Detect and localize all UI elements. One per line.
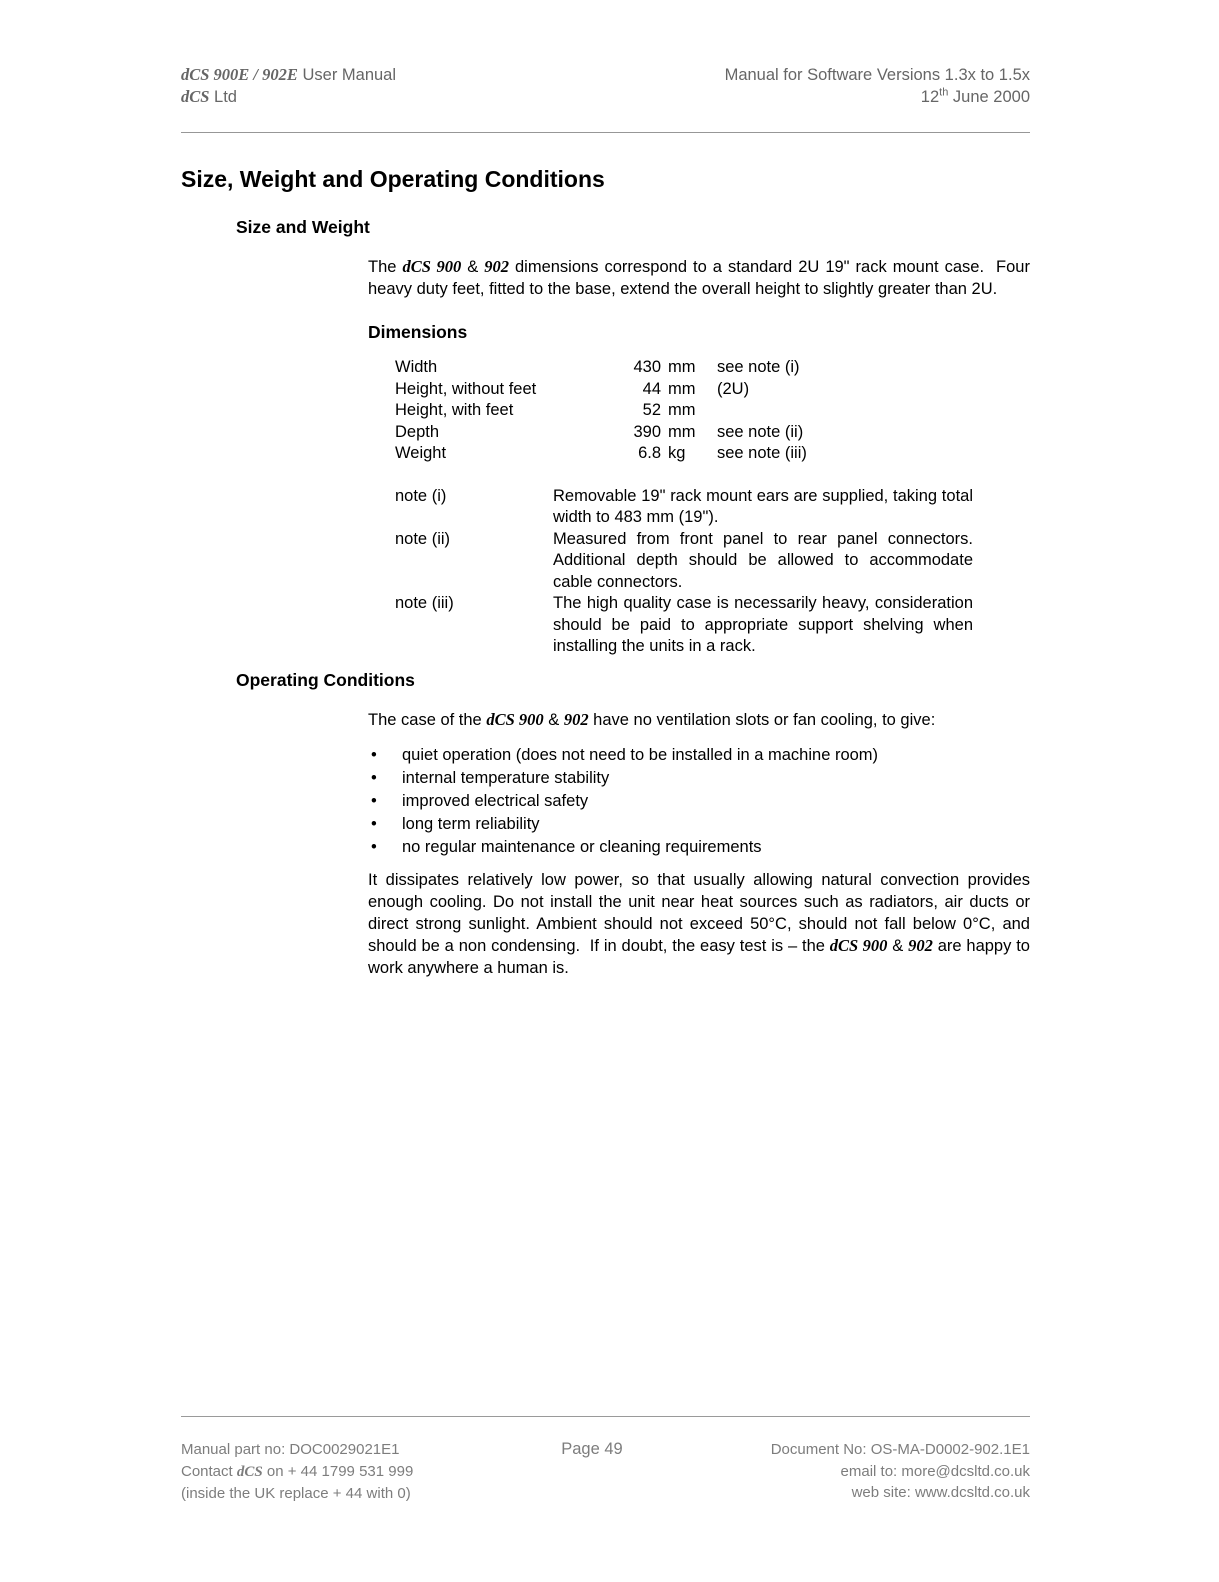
dimension-value (617, 379, 717, 401)
brand-902: 902 (563, 709, 589, 729)
dimension-note: see note (ii) (717, 422, 804, 441)
dimension-row (395, 379, 807, 401)
dimension-note: see note (iii) (717, 444, 807, 462)
bullet-item: • long term reliability (368, 813, 1030, 836)
brand-dcs: dCS (236, 1463, 263, 1480)
note-text: Removable 19" rack mount ears are supplied, taking total width to 483 mm (19"). (553, 486, 973, 526)
brand-902: 902 (484, 257, 509, 276)
operating-intro (368, 709, 1030, 731)
header-manual-title (181, 64, 396, 86)
dimension-label: Weight (395, 444, 447, 462)
header-company-rest: Ltd (209, 88, 237, 106)
operating-intro-text-2: & (543, 710, 564, 729)
note-label: note (i) (395, 486, 447, 505)
page-title: Size, Weight and Operating Conditions (181, 166, 605, 192)
closing-text-1: It dissipates relatively low power, so that usually allowing natural convection provides enough cooling. Do not install the unit near heat sources such as radiators, air ducts or direct strong sunlight. Ambient should not exceed 50°C, should not fall below 0°C, and should be a non condensing. If in doubt, the easy test is – the (368, 870, 1030, 955)
footer-left (181, 1439, 413, 1505)
notes-list (395, 486, 1030, 658)
footer-right (771, 1439, 1030, 1504)
section-heading-size-weight: Size and Weight (236, 217, 370, 237)
operating-intro-text-3: have no ventilation slots or fan cooling, to give: (588, 710, 936, 729)
dimension-row (395, 357, 807, 379)
section-heading-operating-conditions: Operating Conditions (236, 669, 415, 690)
dimension-value (617, 357, 717, 379)
note-label: note (iii) (395, 594, 454, 612)
header-company (181, 86, 396, 108)
footer-divider (181, 1416, 1030, 1417)
bullet-item: • internal temperature stability (368, 767, 1030, 790)
closing-paragraph (368, 869, 1030, 979)
intro-text-3: dimensions correspond to a standard 2U 19" rack mount case. Four heavy duty feet, fitted to the base, extend the overall height to slightly greater than 2U. (368, 258, 1030, 298)
dimension-note (717, 400, 807, 422)
brand-dcs-900: dCS 900 (486, 709, 544, 729)
intro-text-1: The (368, 258, 403, 276)
brand-dcs: dCS (181, 87, 210, 106)
bullet-item: • improved electrical safety (368, 790, 1030, 813)
header-date-rest: June 2000 (948, 88, 1030, 106)
page-header (181, 0, 1030, 108)
dimension-number: 430 (633, 358, 661, 376)
dimension-label: Height, without feet (395, 379, 537, 398)
dimension-label: Height, with feet (395, 401, 514, 419)
header-software-versions: Manual for Software Versions 1.3x to 1.5x (724, 66, 1030, 84)
note-text: Measured from front panel to rear panel connectors. Additional depth should be allowed to accommodate cable connectors. (553, 529, 973, 591)
intro-text-2: & (461, 258, 485, 276)
dimension-unit: kg (668, 444, 686, 462)
note-row (395, 529, 1030, 594)
header-left (181, 64, 396, 108)
note-row (395, 486, 1030, 529)
document-no: Document No: OS-MA-D0002-902.1E1 (770, 1441, 1030, 1458)
note-text: The high quality case is necessarily heavy, consideration should be paid to appropriate support shelving when installing the units in a rack. (553, 594, 973, 655)
header-right (725, 64, 1030, 108)
dimension-unit: mm (668, 379, 696, 398)
dimension-note: (2U) (717, 379, 750, 398)
dimension-value (617, 422, 717, 444)
bullet-list (368, 744, 1030, 859)
manual-part-no: Manual part no: DOC0029021E1 (181, 1441, 400, 1458)
dimension-label: Width (395, 358, 438, 376)
header-divider (181, 132, 1030, 133)
dimension-label: Depth (395, 422, 440, 441)
header-date-day: 12 (920, 88, 940, 106)
dimension-number: 44 (642, 379, 661, 398)
dimensions-heading: Dimensions (368, 322, 468, 342)
dimension-value (617, 443, 717, 465)
note-label: note (ii) (395, 529, 451, 548)
brand-dcs-900: dCS 900 (402, 257, 462, 276)
dimension-value (617, 400, 717, 422)
dimension-number: 390 (633, 422, 661, 441)
dimension-number: 6.8 (638, 444, 661, 462)
dimension-row (395, 422, 807, 444)
dimension-unit: mm (668, 401, 696, 419)
contact-post: on + 44 1799 531 999 (262, 1462, 414, 1480)
email-line: email to: more@dcsltd.co.uk (840, 1462, 1030, 1480)
dimension-unit: mm (668, 358, 696, 376)
contact-pre: Contact (181, 1462, 237, 1480)
header-date (725, 86, 1030, 108)
dimension-row (395, 400, 807, 422)
dimension-unit: mm (668, 422, 696, 441)
page-footer (181, 1416, 1030, 1505)
note-row (395, 593, 1030, 658)
operating-intro-text-1: The case of the (368, 710, 487, 729)
header-date-ordinal: th (939, 86, 949, 99)
size-weight-intro (368, 256, 1030, 300)
brand-902: 902 (908, 935, 933, 955)
bullet-item: • quiet operation (does not need to be installed in a machine room) (368, 744, 1030, 767)
bullet-item: • no regular maintenance or cleaning requirements (368, 836, 1030, 859)
brand-dcs-900: dCS 900 (829, 935, 888, 955)
dimension-note: see note (i) (717, 358, 800, 376)
contact-line (181, 1461, 413, 1484)
closing-text-3: are happy to work anywhere a human is. (368, 936, 1030, 977)
uk-replace-note: (inside the UK replace + 44 with 0) (181, 1485, 411, 1502)
header-manual-title-rest: User Manual (297, 66, 397, 84)
dimensions-table (395, 357, 807, 465)
closing-text-2: & (887, 936, 909, 955)
dimension-number: 52 (642, 401, 661, 419)
footer-columns (181, 1439, 1030, 1505)
dimension-row (395, 443, 807, 465)
website-line: web site: www.dcsltd.co.uk (851, 1484, 1030, 1501)
page-number: Page 49 (561, 1440, 623, 1458)
page-content (181, 0, 1030, 979)
brand-dcs-models: dCS 900E / 902E (181, 65, 298, 84)
